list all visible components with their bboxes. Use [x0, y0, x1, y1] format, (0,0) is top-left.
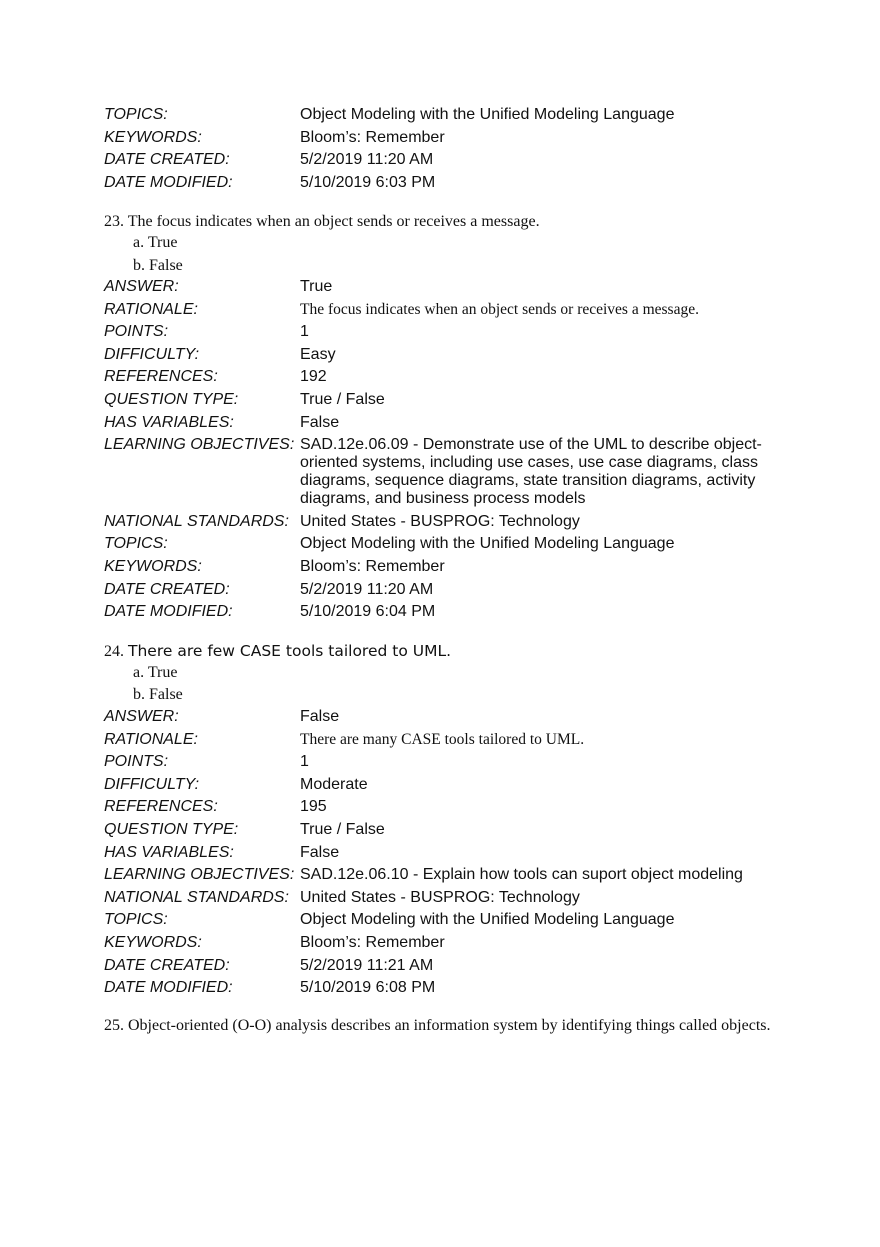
- meta-label: LEARNING OBJECTIVES:: [104, 436, 295, 454]
- meta-value: True / False: [300, 390, 385, 408]
- meta-row-has-variables: [104, 842, 804, 865]
- meta-row-difficulty: [104, 774, 804, 797]
- meta-value: False: [300, 413, 340, 431]
- meta-row-question-type: [104, 819, 804, 842]
- meta-value: Moderate: [300, 775, 368, 793]
- meta-row-date-modified: [104, 977, 804, 1000]
- meta-value: False: [300, 843, 340, 861]
- meta-row-keywords: [104, 127, 804, 150]
- meta-label: DATE MODIFIED:: [104, 603, 233, 621]
- meta-label: HAS VARIABLES:: [104, 843, 234, 861]
- meta-row-date-created: [104, 955, 804, 978]
- meta-label: DATE CREATED:: [104, 580, 230, 598]
- meta-label: DIFFICULTY:: [104, 775, 200, 793]
- meta-row-topics: [104, 104, 804, 127]
- meta-label: KEYWORDS:: [104, 557, 202, 575]
- meta-value: Easy: [300, 345, 336, 363]
- meta-row-rationale: [104, 729, 804, 752]
- meta-value: 1: [300, 323, 309, 341]
- meta-value: True / False: [300, 820, 385, 838]
- meta-label: TOPICS:: [104, 535, 168, 553]
- meta-row-rationale: [104, 299, 804, 322]
- meta-value: 5/10/2019 6:04 PM: [300, 603, 436, 621]
- q24-option-a: a. True: [133, 664, 178, 681]
- meta-label: REFERENCES:: [104, 368, 218, 386]
- question-text: The focus indicates when an object sends or receives a message.: [127, 213, 540, 230]
- question-25: [104, 1016, 771, 1036]
- q24-metadata: [104, 706, 804, 1000]
- meta-label: REFERENCES:: [104, 798, 218, 816]
- meta-value: There are many CASE tools tailored to UML.: [300, 730, 585, 748]
- q24-option-b: b. False: [133, 686, 183, 703]
- meta-value: Bloom’s: Remember: [300, 128, 445, 146]
- meta-label: DATE MODIFIED:: [104, 173, 233, 191]
- q23-metadata: [104, 276, 804, 624]
- meta-value: The focus indicates when an object sends or receives a message.: [300, 300, 699, 318]
- meta-value: 5/10/2019 6:03 PM: [300, 173, 436, 191]
- meta-label: ANSWER:: [104, 278, 179, 295]
- meta-value: True: [300, 278, 333, 295]
- meta-value: 192: [300, 368, 327, 386]
- question-number: 25.: [104, 1017, 124, 1034]
- meta-label: POINTS:: [104, 323, 169, 341]
- meta-row-has-variables: [104, 412, 804, 435]
- meta-row-topics: [104, 533, 804, 556]
- meta-row-difficulty: [104, 344, 804, 367]
- meta-label: NATIONAL STANDARDS:: [104, 512, 289, 530]
- meta-value: SAD.12e.06.10 - Explain how tools can suport object modeling: [300, 866, 743, 884]
- meta-row-date-created: [104, 579, 804, 602]
- question-number: 24.: [104, 643, 124, 660]
- meta-row-points: [104, 321, 804, 344]
- meta-row-question-type: [104, 389, 804, 412]
- meta-label: DATE MODIFIED:: [104, 979, 233, 997]
- meta-label: KEYWORDS:: [104, 128, 202, 146]
- meta-label: DATE CREATED:: [104, 151, 230, 169]
- meta-label: KEYWORDS:: [104, 933, 202, 951]
- meta-value: Bloom’s: Remember: [300, 933, 445, 951]
- meta-value: 5/10/2019 6:08 PM: [300, 979, 436, 997]
- question-text: There are few CASE tools tailored to UML.: [128, 642, 452, 660]
- meta-row-references: [104, 796, 804, 819]
- meta-row-national-standards: [104, 887, 804, 910]
- meta-row-date-modified: [104, 601, 804, 624]
- meta-value: Object Modeling with the Unified Modeling Language: [300, 911, 675, 929]
- meta-row-date-modified: [104, 172, 804, 195]
- question-24: [104, 641, 451, 662]
- meta-row-national-standards: [104, 511, 804, 534]
- meta-value: SAD.12e.06.09 - Demonstrate use of the UML to describe object-oriented systems, including use cases, use case diagrams, class diagrams, sequence diagrams, state transition diagrams, activity diagrams, and business process models: [300, 436, 762, 508]
- meta-row-points: [104, 751, 804, 774]
- meta-value: 1: [300, 753, 309, 771]
- meta-value: 5/2/2019 11:21 AM: [300, 956, 434, 974]
- question-23: [104, 212, 540, 232]
- meta-row-keywords: [104, 556, 804, 579]
- meta-label: QUESTION TYPE:: [104, 820, 239, 838]
- meta-row-references: [104, 366, 804, 389]
- meta-label: TOPICS:: [104, 911, 168, 929]
- meta-value: United States - BUSPROG: Technology: [300, 512, 580, 530]
- meta-value: False: [300, 708, 340, 725]
- question-text: Object-oriented (O-O) analysis describes an information system by identifying things called objects.: [128, 1017, 771, 1034]
- meta-value: 5/2/2019 11:20 AM: [300, 151, 434, 169]
- meta-label: RATIONALE:: [104, 730, 198, 748]
- meta-value: United States - BUSPROG: Technology: [300, 888, 580, 906]
- meta-label: DIFFICULTY:: [104, 345, 200, 363]
- q22-metadata: [104, 104, 804, 194]
- meta-row-date-created: [104, 149, 804, 172]
- meta-row-learning-objectives: [104, 434, 804, 511]
- meta-label: POINTS:: [104, 753, 169, 771]
- meta-row-topics: [104, 909, 804, 932]
- meta-value: Bloom’s: Remember: [300, 557, 445, 575]
- q23-option-b: b. False: [133, 257, 183, 274]
- meta-value: 195: [300, 798, 327, 816]
- meta-label: HAS VARIABLES:: [104, 413, 234, 431]
- meta-label: LEARNING OBJECTIVES:: [104, 866, 295, 884]
- meta-value: Object Modeling with the Unified Modeling Language: [300, 535, 675, 553]
- question-number: 23.: [104, 213, 124, 230]
- meta-value: 5/2/2019 11:20 AM: [300, 580, 434, 598]
- q23-option-a: a. True: [133, 234, 178, 251]
- meta-row-keywords: [104, 932, 804, 955]
- meta-label: ANSWER:: [104, 708, 179, 725]
- meta-row-learning-objectives: [104, 864, 804, 887]
- meta-value: Object Modeling with the Unified Modeling Language: [300, 106, 675, 123]
- meta-label: TOPICS:: [104, 106, 168, 123]
- meta-row-answer: [104, 276, 804, 299]
- meta-label: NATIONAL STANDARDS:: [104, 888, 289, 906]
- meta-label: DATE CREATED:: [104, 956, 230, 974]
- meta-label: QUESTION TYPE:: [104, 390, 239, 408]
- meta-row-answer: [104, 706, 804, 729]
- meta-label: RATIONALE:: [104, 300, 198, 318]
